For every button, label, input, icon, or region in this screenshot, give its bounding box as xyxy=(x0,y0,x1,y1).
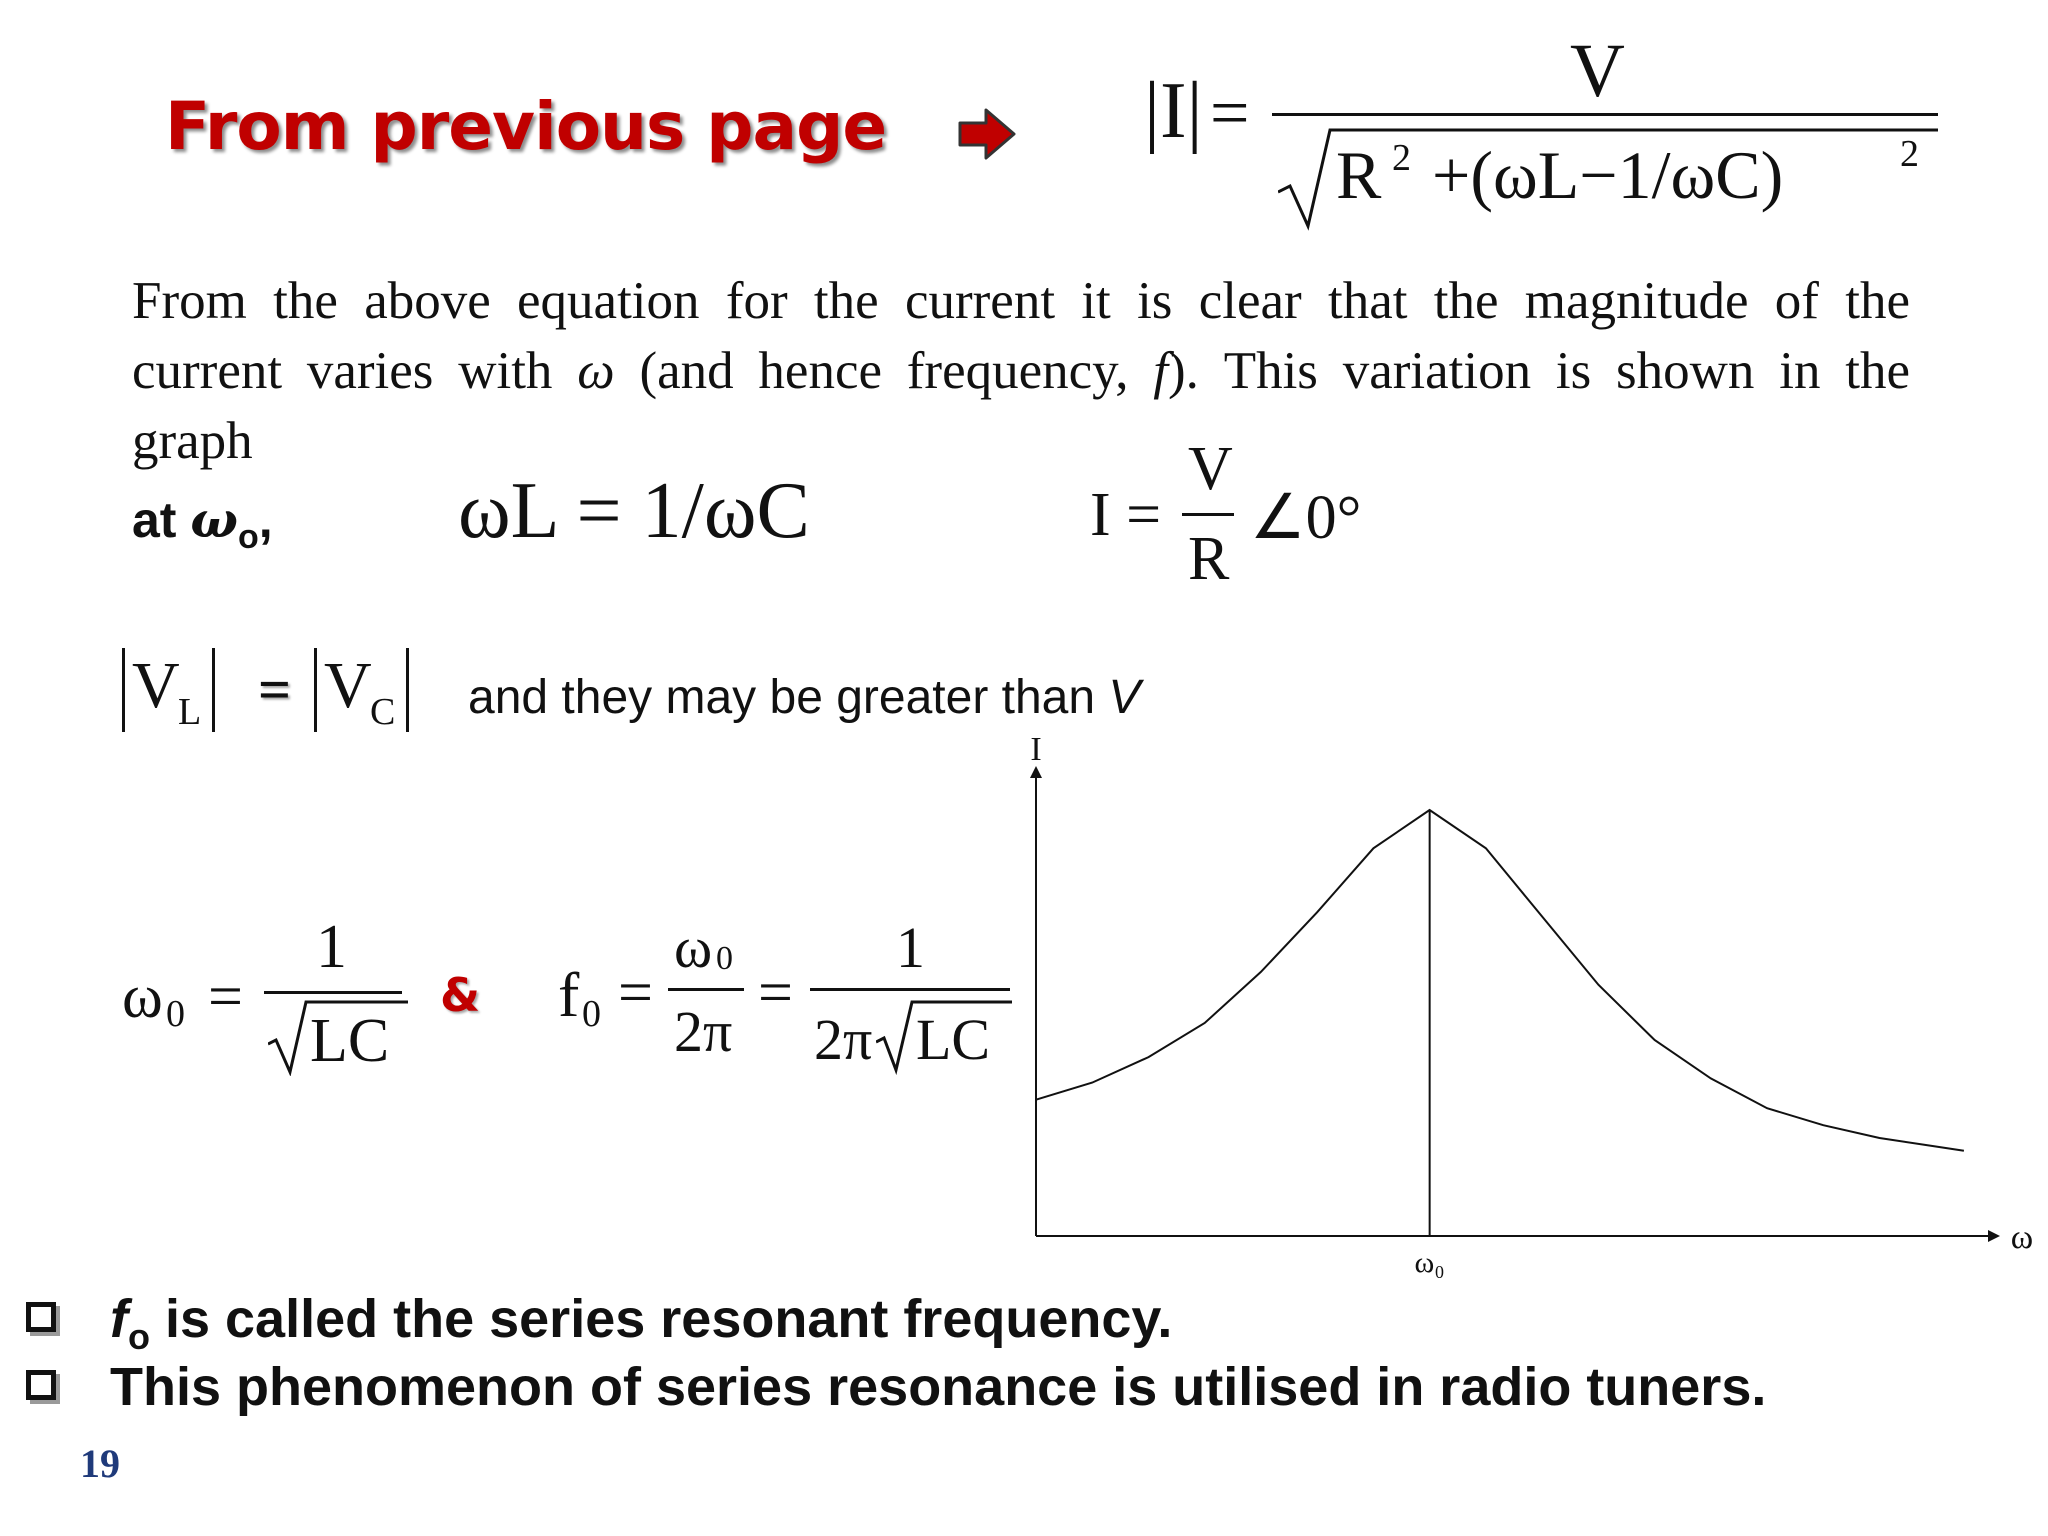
f0-numerator-sub: 0 xyxy=(716,940,733,977)
f0-fraction-bar-1 xyxy=(668,988,744,991)
formula-den-r-exponent: 2 xyxy=(1392,137,1411,179)
resonant-frequency-formulas xyxy=(118,900,1018,1100)
x-axis-label: ω xyxy=(2010,1219,2034,1256)
voltage-note-text: and they may be greater than xyxy=(468,671,1109,724)
vc-abs-left xyxy=(314,648,317,732)
f0-equals-2: = xyxy=(758,959,793,1027)
paragraph-line-2-post: ). This variation is shown in the xyxy=(1168,342,1910,400)
paragraph-line-3: graph xyxy=(132,412,253,470)
bullet-checkbox-icon xyxy=(26,1302,56,1332)
paragraph-f: f xyxy=(1153,342,1168,400)
current-magnitude-formula xyxy=(1130,29,1950,240)
f0-lc: LC xyxy=(916,1007,991,1072)
i-angle: ∠0° xyxy=(1250,484,1362,552)
vc-subscript: C xyxy=(370,691,396,733)
vc-abs-right xyxy=(406,648,409,732)
f0-numerator-omega: ω xyxy=(674,915,713,980)
arrow-right-icon xyxy=(958,108,1016,160)
f0-denominator-2pi: 2π xyxy=(674,999,733,1064)
resonance-condition: ωL = 1/ωC xyxy=(458,467,810,555)
paragraph-omega: ω xyxy=(577,342,615,400)
w0-subscript: 0 xyxy=(166,993,185,1035)
page-number: 19 xyxy=(80,1441,120,1486)
y-axis-label: I xyxy=(1030,731,1042,768)
vc-symbol: V xyxy=(324,649,372,722)
at-comma: , xyxy=(258,492,273,548)
i-fraction-bar xyxy=(1182,513,1234,516)
bullet-item-1 xyxy=(26,1288,1172,1358)
formula-den-r: R xyxy=(1336,137,1382,213)
paragraph-line-2-mid: (and hence frequency, xyxy=(614,342,1154,400)
w0-equals: = xyxy=(208,963,243,1031)
fraction-bar xyxy=(1272,113,1938,116)
w0-lc: LC xyxy=(310,1007,390,1075)
formula-numerator: V xyxy=(1570,29,1625,113)
current-at-resonance-formula xyxy=(1086,435,1386,600)
resonance-curve-chart xyxy=(1000,720,2048,1280)
formula-equals: = xyxy=(1210,75,1250,152)
header-title: From previous page xyxy=(165,88,887,165)
f0-fraction-bar-2 xyxy=(810,988,1010,991)
x-axis-arrow-icon xyxy=(1988,1230,2000,1242)
bullet-item-2 xyxy=(26,1356,1766,1418)
voltage-note-v: V xyxy=(1108,671,1141,724)
paragraph-line-2 xyxy=(132,336,1910,406)
f0-symbol: f xyxy=(558,959,580,1030)
f0-denominator-2pi-b: 2π xyxy=(814,1007,873,1072)
vl-subscript: L xyxy=(178,691,202,733)
w0-numerator: 1 xyxy=(316,913,347,981)
at-omega-symbol: ω xyxy=(190,490,238,549)
x-tick-label-omega0: ω₀ xyxy=(1414,1246,1445,1279)
vl-abs-right xyxy=(212,648,215,732)
description-paragraph xyxy=(132,266,1910,476)
i-numerator: V xyxy=(1188,435,1233,503)
bullet-2-text: This phenomenon of series resonance is utilised in radio tuners. xyxy=(110,1357,1767,1417)
at-label: at xyxy=(132,492,191,548)
paragraph-line-2-pre: current varies with xyxy=(132,342,578,400)
at-omega-label xyxy=(132,490,273,557)
voltage-equals: = xyxy=(258,657,292,722)
i-denominator: R xyxy=(1188,525,1230,593)
w0-symbol: ω xyxy=(122,963,163,1031)
formula-den-rest: +(ωL−1/ωC) xyxy=(1432,137,1784,213)
ampersand: & xyxy=(440,968,481,1022)
w0-fraction-bar xyxy=(264,991,402,994)
f0-subscript: 0 xyxy=(582,993,601,1035)
formula-lhs: |I| xyxy=(1144,67,1203,155)
bullet-checkbox-icon xyxy=(26,1370,56,1400)
f0-equals: = xyxy=(618,959,653,1027)
bullet-1-f: f xyxy=(110,1289,128,1349)
voltage-equality xyxy=(118,646,418,746)
f0-numerator-one: 1 xyxy=(896,915,925,980)
paragraph-line-1: From the above equation for the current it is clear that the magnitude of the xyxy=(132,272,1910,330)
vl-symbol: V xyxy=(132,649,180,722)
i-lhs: I = xyxy=(1090,481,1162,549)
voltage-note xyxy=(468,670,1140,725)
formula-den-exponent: 2 xyxy=(1900,133,1919,175)
bullet-1-text: is called the series resonant frequency. xyxy=(149,1289,1173,1349)
series-line-current xyxy=(1036,810,1964,1151)
at-omega-sub: o xyxy=(237,518,259,556)
vl-abs-left xyxy=(122,648,125,732)
bullet-1-sub: o xyxy=(127,1315,150,1357)
